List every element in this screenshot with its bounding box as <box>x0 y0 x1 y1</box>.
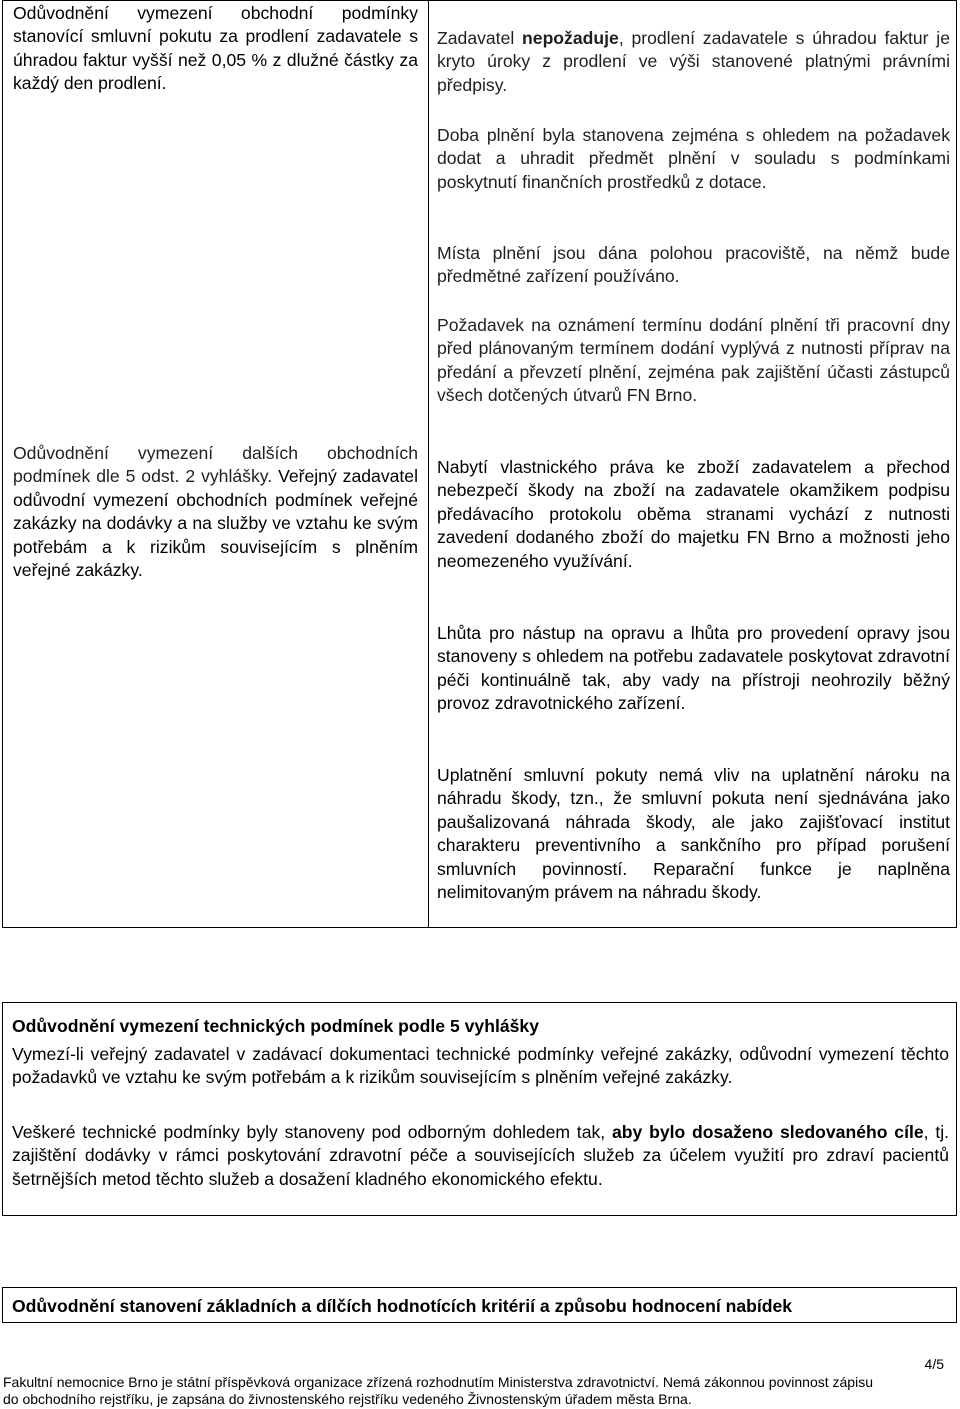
criteria-section <box>2 1287 957 1323</box>
right-p1-a: Zadavatel <box>437 28 523 48</box>
criteria-heading-text: Odůvodnění stanovení základních a dílčích hodnotících kritérií a způsobu hodnocení nabídek <box>12 1296 793 1316</box>
right-p2: Doba plnění byla stanovena zejména s ohledem na požadavek dodat a uhradit předmět plnění v souladu s podmínkami poskytnutí finančních prostředků z dotace. <box>437 125 950 192</box>
left-cell-other-conditions <box>13 442 418 582</box>
technical-p2-a: Veškeré technické podmínky byly stanoveny pod odborným dohledem tak, <box>12 1122 612 1142</box>
right-p1-b: , prodlení zadavatele s úhradou faktur je kryto úroky z prodlení ve výši stanovené platnými právními předpisy. <box>437 28 950 95</box>
right-p1-bold: nepožaduje <box>522 28 619 48</box>
right-p4: Požadavek na oznámení termínu dodání plnění tři pracovní dny před plánovaným termínem dodání vyplývá z nutnosti příprav na předání a převzetí plnění, zejména pak zajištění účasti zástupců všech dotčených útvarů FN Brno. <box>437 315 950 406</box>
page-number: 4/5 <box>924 1356 944 1372</box>
left-p2-heading: Odůvodnění vymezení dalších obchodních podmínek dle 5 odst. 2 vyhlášky. <box>13 443 418 487</box>
right-p3: Místa plnění jsou dána polohou pracoviště, na němž bude předmětné zařízení používáno. <box>437 243 950 287</box>
right-p1 <box>437 27 950 97</box>
footer-line-1: Fakultní nemocnice Brno je státní příspěvková organizace zřízená rozhodnutím Ministerstva zdravotnictví. Nemá zákonnou povinnost zápisu <box>3 1374 873 1390</box>
right-p6: Lhůta pro nástup na opravu a lhůta pro provedení opravy jsou stanoveny s ohledem na potřebu zadavatele poskytovat zdravotní péči kontinuálně tak, aby vady na přístroji neohrozily běžný provoz zdravotnického zařízení. <box>437 623 950 714</box>
left-cell-penalty-justification <box>13 2 418 96</box>
right-p7: Uplatnění smluvní pokuty nemá vliv na uplatnění nároku na náhradu škody, tzn., že smluvní pokuta není sjednávána jako paušalizovaná náhrada škody, ale jako zajišťovací institut charakteru preventivního a sankčního pro případ porušení smluvních povinností. Reparační funkce je naplněna nelimitovaným právem na náhradu škody. <box>437 765 950 903</box>
table-top-border <box>3 0 956 1</box>
technical-conditions-section <box>2 1002 957 1216</box>
technical-p2 <box>12 1121 949 1191</box>
footer-line-2: do obchodního rejstříku, je zapsána do živnostenského rejstříku vedeného Živnostenským úřadem města Brna. <box>3 1391 692 1407</box>
right-p5: Nabytí vlastnického práva ke zboží zadavatelem a přechod nebezpečí škody na zboží na zadavatele okamžikem podpisu předávacího protokolu oběma stranami vychází z nutnosti zavedení dodaného zboží do majetku FN Brno a možnosti jeho neomezeného využívání. <box>437 457 950 571</box>
left-p2-body: Veřejný zadavatel odůvodní vymezení obchodních podmínek veřejné zakázky na dodávky a na služby ve vztahu ke svým potřebám a k rizikům souvisejícím s plněním veřejné zakázky. <box>13 466 419 581</box>
justification-table <box>2 0 957 928</box>
technical-p2-b: , tj. zajištění dodávky v rámci poskytování zdravotní péče a souvisejících služeb za účelem využití pro zdraví pacientů šetrnějších metod těchto služeb a dosažení kladného ekonomického efektu. <box>12 1122 949 1189</box>
criteria-heading <box>12 1295 949 1318</box>
column-divider <box>428 0 429 927</box>
technical-p1: Vymezí-li veřejný zadavatel v zadávací dokumentaci technické podmínky veřejné zakázky, odůvodní vymezení těchto požadavků ve vztahu ke svým potřebám a k rizikům souvisejícím s plněním veřejné zakázky. <box>12 1044 949 1088</box>
left-p1-text: Odůvodnění vymezení obchodní podmínky stanovící smluvní pokutu za prodlení zadavatele s úhradou faktur vyšší než 0,05 % z dlužné částky za každý den prodlení. <box>13 3 418 94</box>
technical-heading-text: Odůvodnění vymezení technických podmínek podle 5 vyhlášky <box>12 1016 539 1036</box>
technical-p2-bold: aby bylo dosaženo sledovaného cíle <box>611 1122 924 1142</box>
technical-heading <box>12 1015 949 1038</box>
